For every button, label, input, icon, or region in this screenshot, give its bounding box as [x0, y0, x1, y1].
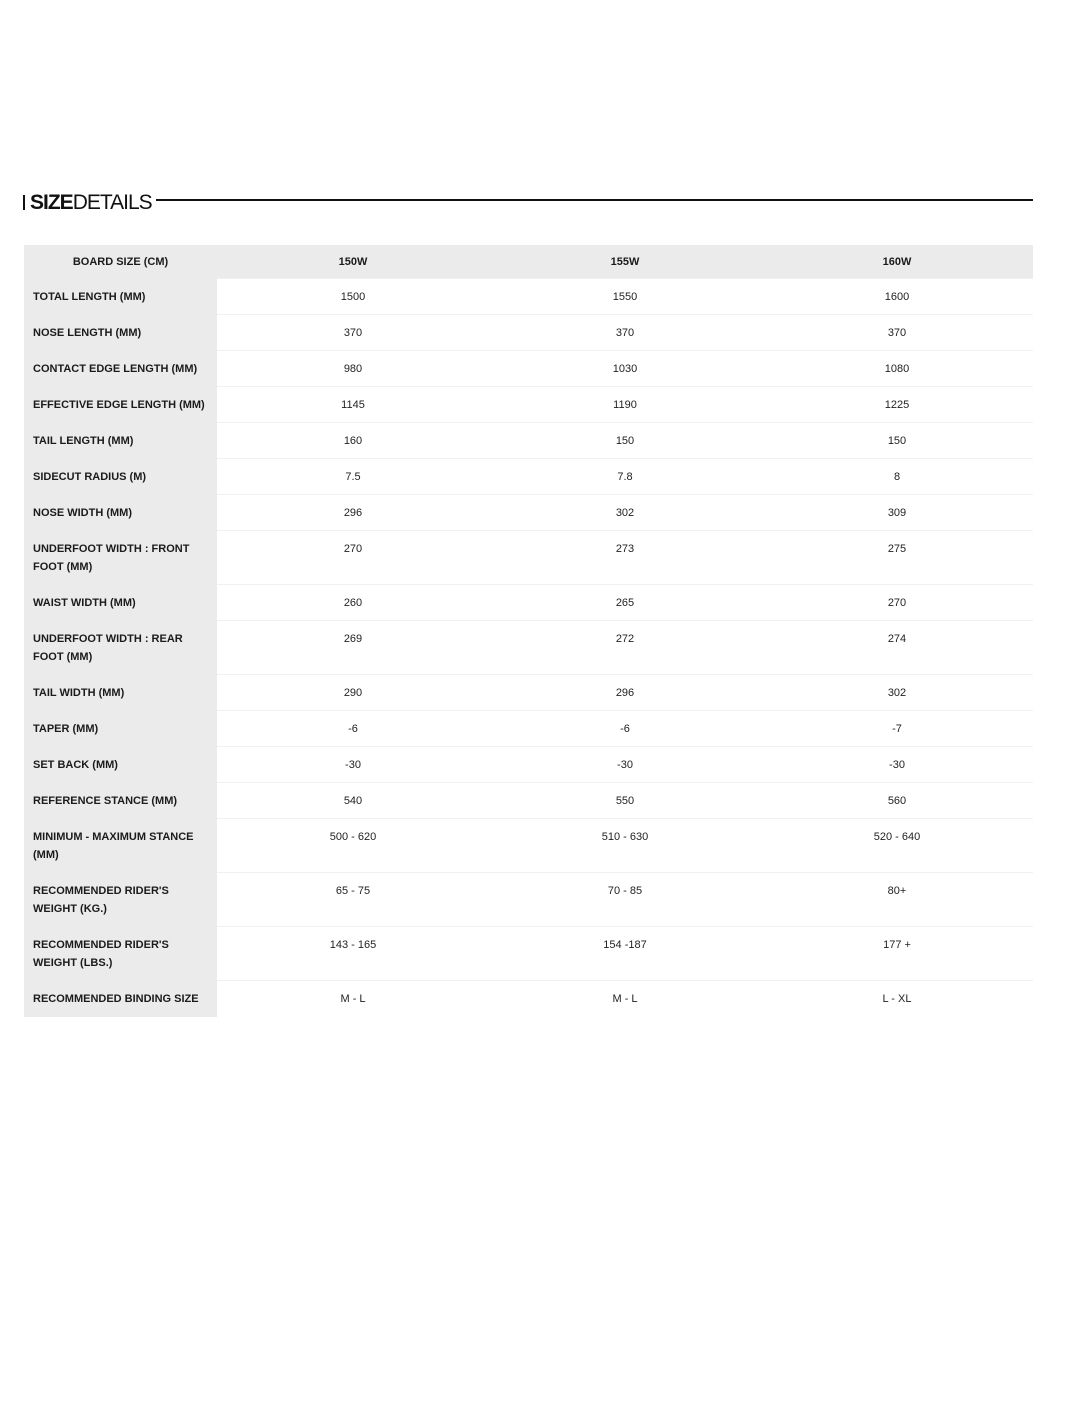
row-label: EFFECTIVE EDGE LENGTH (MM): [24, 387, 217, 423]
row-label: NOSE WIDTH (MM): [24, 495, 217, 531]
table-row: [24, 981, 1033, 1017]
table-cell: L - XL: [761, 981, 1033, 1017]
table-row: [24, 585, 1033, 621]
table-cell: 150: [489, 423, 761, 459]
table-cell: -6: [217, 711, 489, 747]
table-row: [24, 675, 1033, 711]
row-label: TOTAL LENGTH (MM): [24, 279, 217, 315]
table-row: [24, 495, 1033, 531]
page-title-strong: SIZE: [30, 191, 73, 214]
row-label: MINIMUM - MAXIMUM STANCE (MM): [24, 819, 217, 873]
table-row: [24, 279, 1033, 315]
table-cell: 540: [217, 783, 489, 819]
row-label: RECOMMENDED BINDING SIZE: [24, 981, 217, 1017]
table-cell: 272: [489, 621, 761, 675]
size-details-table: [24, 245, 1033, 1017]
table-cell: 65 - 75: [217, 873, 489, 927]
table-cell: 1145: [217, 387, 489, 423]
table-cell: 8: [761, 459, 1033, 495]
table-cell: 370: [489, 315, 761, 351]
table-cell: 1600: [761, 279, 1033, 315]
table-cell: 7.8: [489, 459, 761, 495]
row-label: RECOMMENDED RIDER'S WEIGHT (KG.): [24, 873, 217, 927]
table-row: [24, 783, 1033, 819]
table-row: [24, 747, 1033, 783]
table-cell: 510 - 630: [489, 819, 761, 873]
page-title-light: DETAILS: [72, 191, 152, 214]
column-header-155w: 155W: [489, 245, 761, 279]
table-cell: 1225: [761, 387, 1033, 423]
table-cell: 177 +: [761, 927, 1033, 981]
row-label: SET BACK (MM): [24, 747, 217, 783]
table-cell: -30: [217, 747, 489, 783]
row-label: WAIST WIDTH (MM): [24, 585, 217, 621]
table-cell: 265: [489, 585, 761, 621]
table-cell: 302: [761, 675, 1033, 711]
table-cell: 550: [489, 783, 761, 819]
table-row: [24, 927, 1033, 981]
table-row: [24, 873, 1033, 927]
table-cell: 370: [761, 315, 1033, 351]
row-label: NOSE LENGTH (MM): [24, 315, 217, 351]
table-body: [24, 279, 1033, 1017]
table-cell: 980: [217, 351, 489, 387]
table-cell: 273: [489, 531, 761, 585]
row-label: RECOMMENDED RIDER'S WEIGHT (LBS.): [24, 927, 217, 981]
table-cell: 154 -187: [489, 927, 761, 981]
page-title: [30, 189, 152, 217]
table-cell: 560: [761, 783, 1033, 819]
row-label: UNDERFOOT WIDTH : FRONT FOOT (MM): [24, 531, 217, 585]
row-label: TAIL LENGTH (MM): [24, 423, 217, 459]
table-row: [24, 351, 1033, 387]
table-cell: 1500: [217, 279, 489, 315]
table-cell: 275: [761, 531, 1033, 585]
table-cell: 269: [217, 621, 489, 675]
heading-accent-bar: [23, 195, 25, 210]
table-cell: -6: [489, 711, 761, 747]
table-cell: 1030: [489, 351, 761, 387]
table-cell: 302: [489, 495, 761, 531]
table-cell: 296: [489, 675, 761, 711]
table-cell: -30: [761, 747, 1033, 783]
column-header-board-size: BOARD SIZE (CM): [24, 245, 217, 279]
table-cell: 143 - 165: [217, 927, 489, 981]
table-cell: -30: [489, 747, 761, 783]
heading-divider: [156, 199, 1033, 201]
table-cell: 1550: [489, 279, 761, 315]
table-cell: 1080: [761, 351, 1033, 387]
table-row: [24, 423, 1033, 459]
table-header-row: [24, 245, 1033, 279]
table-cell: 290: [217, 675, 489, 711]
table-cell: 80+: [761, 873, 1033, 927]
table-cell: 296: [217, 495, 489, 531]
row-label: UNDERFOOT WIDTH : REAR FOOT (MM): [24, 621, 217, 675]
table-cell: 260: [217, 585, 489, 621]
row-label: REFERENCE STANCE (MM): [24, 783, 217, 819]
table-row: [24, 531, 1033, 585]
row-label: SIDECUT RADIUS (M): [24, 459, 217, 495]
row-label: CONTACT EDGE LENGTH (MM): [24, 351, 217, 387]
column-header-150w: 150W: [217, 245, 489, 279]
column-header-160w: 160W: [761, 245, 1033, 279]
table-cell: 270: [761, 585, 1033, 621]
table-cell: 270: [217, 531, 489, 585]
table-cell: 150: [761, 423, 1033, 459]
table-cell: M - L: [217, 981, 489, 1017]
table-row: [24, 387, 1033, 423]
table-cell: 1190: [489, 387, 761, 423]
table-cell: -7: [761, 711, 1033, 747]
table-cell: 70 - 85: [489, 873, 761, 927]
row-label: TAIL WIDTH (MM): [24, 675, 217, 711]
table-cell: 160: [217, 423, 489, 459]
table-row: [24, 315, 1033, 351]
table-cell: 309: [761, 495, 1033, 531]
table-cell: 370: [217, 315, 489, 351]
table-cell: M - L: [489, 981, 761, 1017]
row-label: TAPER (MM): [24, 711, 217, 747]
table-cell: 274: [761, 621, 1033, 675]
table-row: [24, 711, 1033, 747]
table-cell: 7.5: [217, 459, 489, 495]
table-cell: 500 - 620: [217, 819, 489, 873]
table-cell: 520 - 640: [761, 819, 1033, 873]
size-details-heading: [23, 188, 1033, 218]
table-row: [24, 819, 1033, 873]
table-row: [24, 621, 1033, 675]
table-row: [24, 459, 1033, 495]
